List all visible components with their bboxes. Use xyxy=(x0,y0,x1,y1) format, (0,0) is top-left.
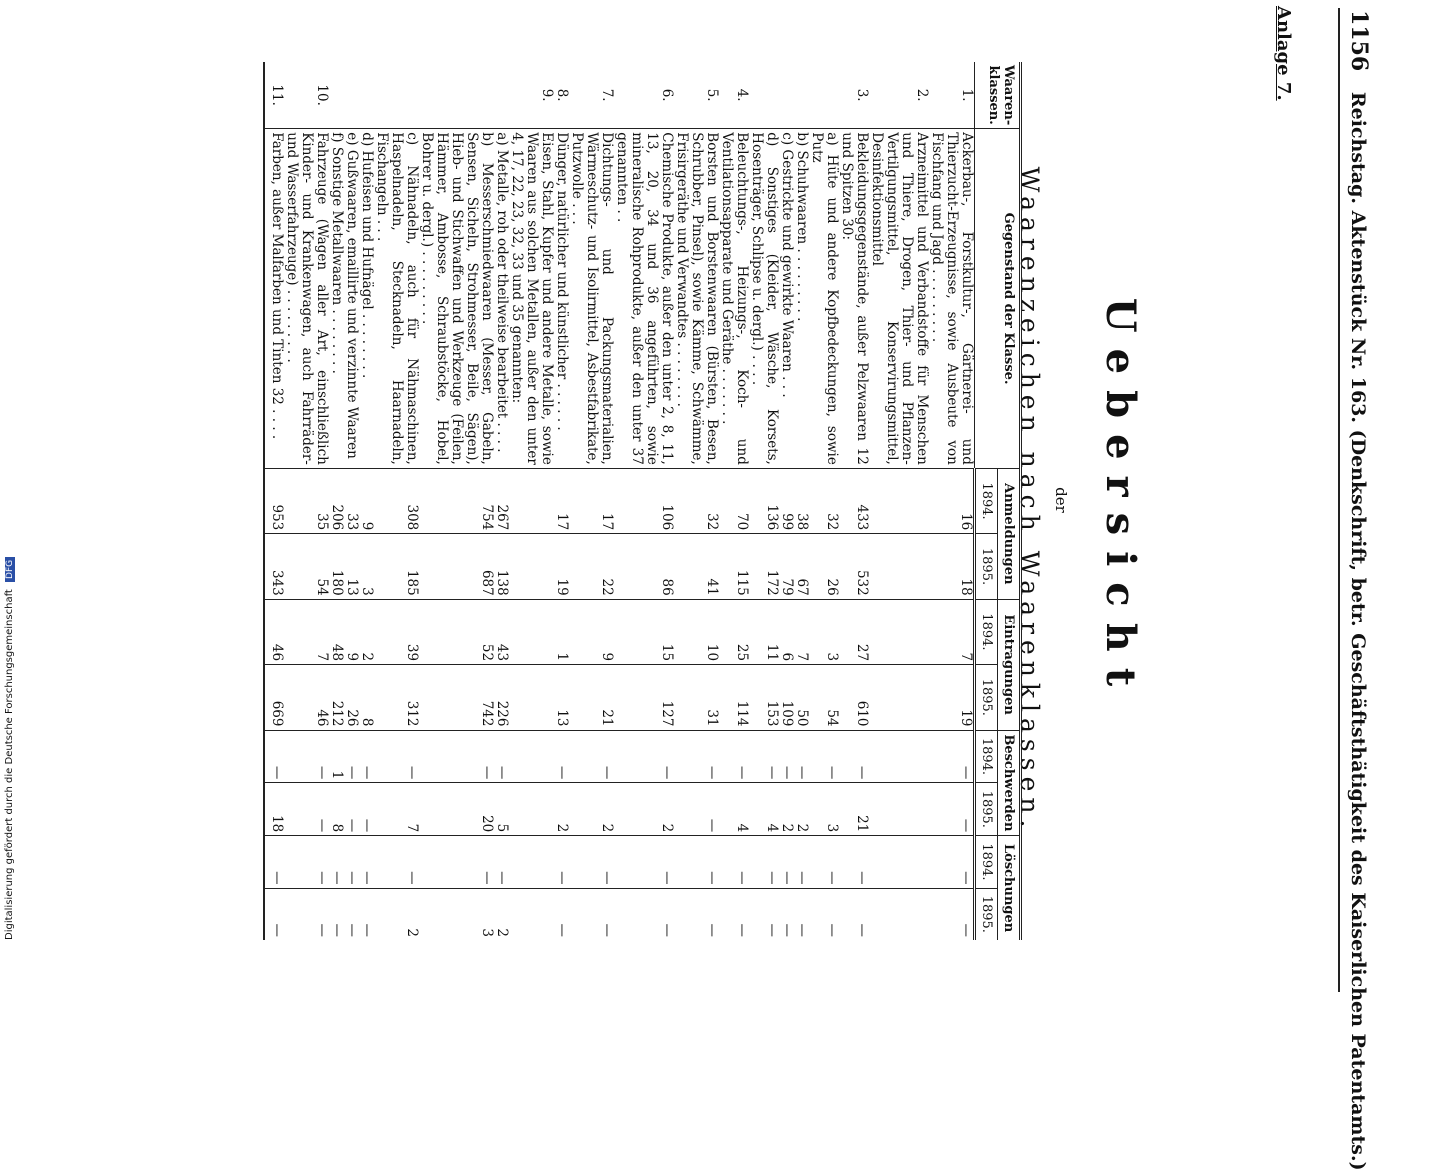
value-cell: — xyxy=(359,783,374,836)
table-row xyxy=(284,62,329,940)
value-cell: 35 xyxy=(284,468,329,533)
value-cell: — xyxy=(719,730,749,783)
value-cell: — xyxy=(614,836,674,888)
value-cell: 18 xyxy=(929,534,975,599)
value-cell: — xyxy=(674,836,719,888)
value-cell xyxy=(869,836,929,888)
value-cell: 312 xyxy=(374,665,419,730)
klasse-cell: 4. xyxy=(719,62,749,129)
value-cell: — xyxy=(779,923,795,937)
value-cell: 2 xyxy=(794,783,809,836)
klasse-cell: 8. xyxy=(554,62,569,129)
klasse-cell: 7. xyxy=(569,62,614,129)
year-header: 1894. xyxy=(975,468,998,533)
value-cell: 27 xyxy=(839,599,869,664)
value-cell: 17 xyxy=(569,468,614,533)
value-cell: — xyxy=(809,836,839,888)
klasse-cell xyxy=(374,62,419,129)
value-cell xyxy=(869,468,929,533)
gegenstand-cell: e) Gußwaaren, emaillirte und verzinnte Waaren xyxy=(344,129,359,469)
gegenstand-cell: c) Nähnadeln, auch für Nähmaschinen, Haspelnadeln, Stecknadeln, Haarnadeln, Fischangeln . . . xyxy=(374,129,419,469)
value-cell: 48 xyxy=(329,599,344,664)
value-cell: 127 xyxy=(614,665,674,730)
value-cell: — xyxy=(929,783,975,836)
value-cell: 308 xyxy=(374,468,419,533)
table-row xyxy=(329,62,344,940)
page-subtitle: Waarenzeichen nach Waarenklassen. xyxy=(1015,166,1044,834)
value-cell: 742 xyxy=(419,665,494,730)
value-cell xyxy=(509,665,554,730)
table-row xyxy=(674,62,719,940)
klasse-cell: 9. xyxy=(509,62,554,129)
value-cell: 31 xyxy=(674,665,719,730)
value-cell: 43 xyxy=(494,599,509,664)
value-cell xyxy=(869,783,929,836)
table-row xyxy=(509,62,554,940)
value-cell: 953 xyxy=(264,468,284,533)
value-cell: 9 xyxy=(569,599,614,664)
header-rule xyxy=(1338,8,1340,992)
value-cell: 21 xyxy=(569,665,614,730)
gegenstand-cell: b) Messerschmiedwaaren (Messer, Gabeln, Sensen, Sicheln, Strohmesser, Beile, Sägen), Hieb- und Stichwaffen und Werkzeuge (Feilen, Hämmer, Ambosse, Schraubstöcke, Hobel, Bohrer u. dergl.) . . . . . . . . . xyxy=(419,129,494,469)
value-cell: 109 xyxy=(779,665,794,730)
value-cell: 13 xyxy=(554,665,569,730)
value-cell: — xyxy=(344,730,359,783)
gegenstand-cell: b) Schuhwaaren . . . . . . . . . xyxy=(794,129,809,469)
value-cell: 8 xyxy=(329,783,344,836)
value-cell xyxy=(869,534,929,599)
value-cell: 669 xyxy=(264,665,284,730)
value-cell: 185 xyxy=(374,534,419,599)
value-cell: — xyxy=(344,923,360,937)
value-cell: 79 xyxy=(779,534,794,599)
value-cell: 212 xyxy=(329,665,344,730)
running-title: Reichstag. Aktenstück Nr. 163. (Denkschrift, betr. Geschäftsthätigkeit des Kaiserlichen Patentamts.) xyxy=(1347,91,1369,1171)
value-cell: 2 xyxy=(614,783,674,836)
table-row xyxy=(344,62,359,940)
value-cell: 136 xyxy=(749,468,779,533)
value-cell: — xyxy=(419,836,494,888)
gegenstand-cell: Dünger, natürlicher und künstlicher . . . . . . xyxy=(554,129,569,469)
page-title: Uebersicht xyxy=(1097,297,1144,703)
value-cell: 153 xyxy=(749,665,779,730)
value-cell xyxy=(509,468,554,533)
value-cell: 19 xyxy=(554,534,569,599)
value-cell: 9 xyxy=(344,599,359,664)
value-cell: 4 xyxy=(749,783,779,836)
value-cell: — xyxy=(554,923,570,937)
value-cell: — xyxy=(704,923,720,937)
value-cell: 39 xyxy=(374,599,419,664)
value-cell: — xyxy=(264,836,284,888)
value-cell: — xyxy=(929,730,975,783)
value-cell: — xyxy=(359,836,374,888)
value-cell: — xyxy=(674,730,719,783)
klasse-cell xyxy=(749,62,779,129)
value-cell: — xyxy=(929,836,975,888)
value-cell: 2 xyxy=(359,599,374,664)
value-cell: 11 xyxy=(749,599,779,664)
value-cell: — xyxy=(314,923,330,937)
value-cell xyxy=(509,730,554,783)
table-row xyxy=(359,62,374,940)
value-cell: 10 xyxy=(674,599,719,664)
table-row xyxy=(419,62,494,940)
value-cell: 41 xyxy=(674,534,719,599)
gegenstand-cell: Dichtungs- und Packungsmaterialien, Wärmeschutz- und Isolirmittel, Asbestfabrikate, Putzwolle . . . xyxy=(569,129,614,469)
value-cell: — xyxy=(264,888,284,940)
year-header: 1894. xyxy=(975,836,998,888)
gegenstand-cell: Beleuchtungs-, Heizungs-, Koch- und Ventilationsapparate und Geräthe . . . . . . . xyxy=(719,129,749,469)
year-header: 1894. xyxy=(975,599,998,664)
value-cell: 67 xyxy=(794,534,809,599)
value-cell: 25 xyxy=(719,599,749,664)
value-cell: 343 xyxy=(264,534,284,599)
value-cell: — xyxy=(674,783,719,836)
value-cell: — xyxy=(839,730,869,783)
value-cell: — xyxy=(329,923,345,937)
value-cell: 2 xyxy=(554,783,569,836)
col-header-klasse: Waaren-klassen. xyxy=(975,62,1021,129)
gegenstand-cell: Farben, außer Malfarben und Tinten 32 . . . . xyxy=(264,129,284,469)
klasse-cell: 10. xyxy=(284,62,329,129)
gegenstand-cell: Fahrzeuge (Wagen aller Art, einschließlich Kinder- und Krankenwagen, auch Fahrräder- und Wasserfahrzeuge) . . . . . . . . . xyxy=(284,129,329,469)
value-cell: 7 xyxy=(284,599,329,664)
klasse-cell: 2. xyxy=(869,62,929,129)
value-cell: — xyxy=(779,836,794,888)
value-cell: 3 xyxy=(479,928,495,937)
value-cell: — xyxy=(494,836,509,888)
klasse-cell xyxy=(359,62,374,129)
year-header: 1895. xyxy=(975,783,998,836)
value-cell: 17 xyxy=(554,468,569,533)
value-cell xyxy=(509,888,554,940)
table-row xyxy=(929,62,975,940)
klasse-cell: 3. xyxy=(839,62,869,129)
table-row xyxy=(794,62,809,940)
gegenstand-cell: Eisen, Stahl, Kupfer und andere Metalle, sowie Waaren aus solchen Metallen, außer den unter 4, 17, 22, 23, 32, 33 und 35 genannten: xyxy=(509,129,554,469)
klasse-cell xyxy=(419,62,494,129)
value-cell: — xyxy=(719,836,749,888)
value-cell: — xyxy=(374,730,419,783)
klasse-cell xyxy=(494,62,509,129)
value-cell: 172 xyxy=(749,534,779,599)
value-cell: 1 xyxy=(554,599,569,664)
value-cell: — xyxy=(854,923,870,937)
value-cell: 18 xyxy=(264,783,284,836)
value-cell: — xyxy=(734,923,750,937)
klasse-cell: 1. xyxy=(929,62,975,129)
value-cell: — xyxy=(554,836,569,888)
anlage-label: Anlage 7. xyxy=(1273,6,1294,101)
running-header xyxy=(1342,10,1372,1171)
table-row xyxy=(839,62,869,940)
value-cell: 138 xyxy=(494,534,509,599)
value-cell: 226 xyxy=(494,665,509,730)
digitization-note xyxy=(4,0,24,940)
klasse-cell: 11. xyxy=(264,62,284,129)
value-cell: 8 xyxy=(359,665,374,730)
value-cell xyxy=(509,836,554,888)
year-header: 1895. xyxy=(975,665,998,730)
value-cell: — xyxy=(264,730,284,783)
value-cell: — xyxy=(329,836,344,888)
value-cell: — xyxy=(839,836,869,888)
value-cell: — xyxy=(824,923,840,937)
gegenstand-cell: Ackerbau-, Forstkultur-, Gärtnerei- und Thierzucht-Erzeugnisse, sowie Ausbeute von Fischfang und Jagd . . . . . . . . . xyxy=(929,129,975,469)
value-cell xyxy=(869,599,929,664)
klasse-cell: 6. xyxy=(614,62,674,129)
table-row xyxy=(749,62,779,940)
value-cell: 7 xyxy=(929,599,975,664)
digitization-text: Digitalisierung gefördert durch die Deutsche Forschungsgemeinschaft xyxy=(4,589,15,940)
value-cell xyxy=(509,783,554,836)
value-cell: 99 xyxy=(779,468,794,533)
table-row xyxy=(264,62,284,940)
value-cell: 54 xyxy=(284,534,329,599)
klasse-cell xyxy=(809,62,839,129)
table-row xyxy=(569,62,614,940)
value-cell: 3 xyxy=(359,534,374,599)
value-cell: — xyxy=(794,923,810,937)
value-cell: — xyxy=(284,783,329,836)
value-cell: 2 xyxy=(779,783,794,836)
table-row xyxy=(869,62,929,940)
value-cell: — xyxy=(569,836,614,888)
value-cell: — xyxy=(614,730,674,783)
value-cell: — xyxy=(359,730,374,783)
value-cell: 20 xyxy=(419,783,494,836)
klasse-cell xyxy=(779,62,794,129)
value-cell: 610 xyxy=(839,665,869,730)
value-cell: 180 xyxy=(329,534,344,599)
table-row xyxy=(554,62,569,940)
page-number: 1156 xyxy=(1346,10,1372,72)
value-cell: 38 xyxy=(794,468,809,533)
value-cell: 6 xyxy=(779,599,794,664)
value-cell: 3 xyxy=(809,599,839,664)
gegenstand-cell: Borsten und Borstenwaaren (Bürsten, Besen, Schrubber, Pinsel), sowie Kämme, Schwämme, Frisirgeräthe und Verwandtes . . . . . . . . xyxy=(674,129,719,469)
gegenstand-cell: c) Gestrickte und gewirkte Waaren . . . xyxy=(779,129,794,469)
value-cell: 2 xyxy=(494,928,510,937)
dfg-logo: DFG xyxy=(5,557,15,582)
value-cell: 206 xyxy=(329,468,344,533)
table-row xyxy=(809,62,839,940)
value-cell: — xyxy=(749,730,779,783)
value-cell: 21 xyxy=(839,783,869,836)
gegenstand-cell: f) Sonstige Metallwaaren . . . . . . . . xyxy=(329,129,344,469)
value-cell: 15 xyxy=(614,599,674,664)
value-cell: 86 xyxy=(614,534,674,599)
value-cell: 9 xyxy=(359,468,374,533)
value-cell: — xyxy=(794,730,809,783)
value-cell: — xyxy=(569,730,614,783)
value-cell: 52 xyxy=(419,599,494,664)
value-cell: — xyxy=(554,730,569,783)
value-cell: 13 xyxy=(344,534,359,599)
klasse-cell xyxy=(344,62,359,129)
value-cell xyxy=(869,665,929,730)
table-row xyxy=(374,62,419,940)
gegenstand-cell: Arzneimittel und Verbandstoffe für Menschen und Thiere, Drogen, Thier- und Pflanzen-Vertilgungsmittel, Konservirungsmittel, Desinfektionsmittel xyxy=(869,129,929,469)
value-cell xyxy=(869,888,929,940)
value-cell: — xyxy=(659,923,675,937)
value-cell: — xyxy=(809,730,839,783)
value-cell: 5 xyxy=(494,783,509,836)
title-der: der xyxy=(1052,487,1070,513)
value-cell: — xyxy=(494,730,509,783)
value-cell: 50 xyxy=(794,665,809,730)
value-cell: 32 xyxy=(809,468,839,533)
value-cell: — xyxy=(374,836,419,888)
value-cell: 26 xyxy=(809,534,839,599)
value-cell: — xyxy=(958,923,974,937)
value-cell: 32 xyxy=(674,468,719,533)
col-header-loeschungen: Löschungen xyxy=(998,836,1021,940)
value-cell: 46 xyxy=(284,665,329,730)
value-cell: 106 xyxy=(614,468,674,533)
value-cell: 22 xyxy=(569,534,614,599)
value-cell: 114 xyxy=(719,665,749,730)
gegenstand-cell: a) Metalle, roh oder theilweise bearbeitet . . . . xyxy=(494,129,509,469)
value-cell: 1 xyxy=(329,730,344,783)
klasse-cell xyxy=(794,62,809,129)
value-cell: — xyxy=(284,730,329,783)
table-row xyxy=(614,62,674,940)
value-cell: 7 xyxy=(374,783,419,836)
value-cell: 16 xyxy=(929,468,975,533)
gegenstand-cell: Bekleidungsgegenstände, außer Pelzwaaren 12 und Spitzen 30: xyxy=(839,129,869,469)
value-cell: — xyxy=(749,836,779,888)
col-header-gegenstand: Gegenstand der Klasse. xyxy=(975,129,1021,469)
gegenstand-cell: a) Hüte und andere Kopfbedeckungen, sowie Putz xyxy=(809,129,839,469)
year-header: 1895. xyxy=(975,534,998,599)
klasse-cell xyxy=(329,62,344,129)
col-header-anmeldungen: Anmeldungen xyxy=(998,468,1021,599)
value-cell: 54 xyxy=(809,665,839,730)
gegenstand-cell: Chemische Produkte, außer den unter 2, 8, 11, 13, 20, 34 und 36 angeführten, sowie mineralische Rohprodukte, außer den unter 37 genannten . . xyxy=(614,129,674,469)
col-header-beschwerden: Beschwerden xyxy=(998,730,1021,836)
value-cell: 4 xyxy=(719,783,749,836)
value-cell: 26 xyxy=(344,665,359,730)
value-cell xyxy=(509,599,554,664)
year-header: 1895. xyxy=(975,888,998,940)
value-cell: — xyxy=(764,923,780,937)
table-body xyxy=(264,62,975,940)
value-cell: 2 xyxy=(404,928,420,937)
value-cell: 19 xyxy=(929,665,975,730)
value-cell: 687 xyxy=(419,534,494,599)
value-cell: 33 xyxy=(344,468,359,533)
gegenstand-cell: d) Hufeisen und Hufnägel . . . . . . . . xyxy=(359,129,374,469)
value-cell: 70 xyxy=(719,468,749,533)
value-cell: — xyxy=(779,730,794,783)
value-cell: 532 xyxy=(839,534,869,599)
value-cell: — xyxy=(794,836,809,888)
value-cell: — xyxy=(599,923,615,937)
value-cell: 754 xyxy=(419,468,494,533)
value-cell: 46 xyxy=(264,599,284,664)
value-cell: 433 xyxy=(839,468,869,533)
value-cell: — xyxy=(359,923,375,937)
gegenstand-cell: d) Sonstiges (Kleider, Wäsche, Korsets, Hosenträger, Schlipse u. dergl.) . . . . xyxy=(749,129,779,469)
year-header: 1894. xyxy=(975,730,998,783)
table-row xyxy=(779,62,794,940)
value-cell: — xyxy=(344,836,359,888)
value-cell: — xyxy=(344,783,359,836)
table-row xyxy=(719,62,749,940)
value-cell: 115 xyxy=(719,534,749,599)
value-cell xyxy=(509,534,554,599)
value-cell xyxy=(869,730,929,783)
value-cell: 3 xyxy=(809,783,839,836)
waarenklassen-table xyxy=(263,62,1022,940)
value-cell: 2 xyxy=(569,783,614,836)
table-row xyxy=(494,62,509,940)
value-cell: 7 xyxy=(794,599,809,664)
klasse-cell: 5. xyxy=(674,62,719,129)
value-cell: 267 xyxy=(494,468,509,533)
value-cell: — xyxy=(419,730,494,783)
col-header-eintragungen: Eintragungen xyxy=(998,599,1021,730)
value-cell: — xyxy=(284,836,329,888)
